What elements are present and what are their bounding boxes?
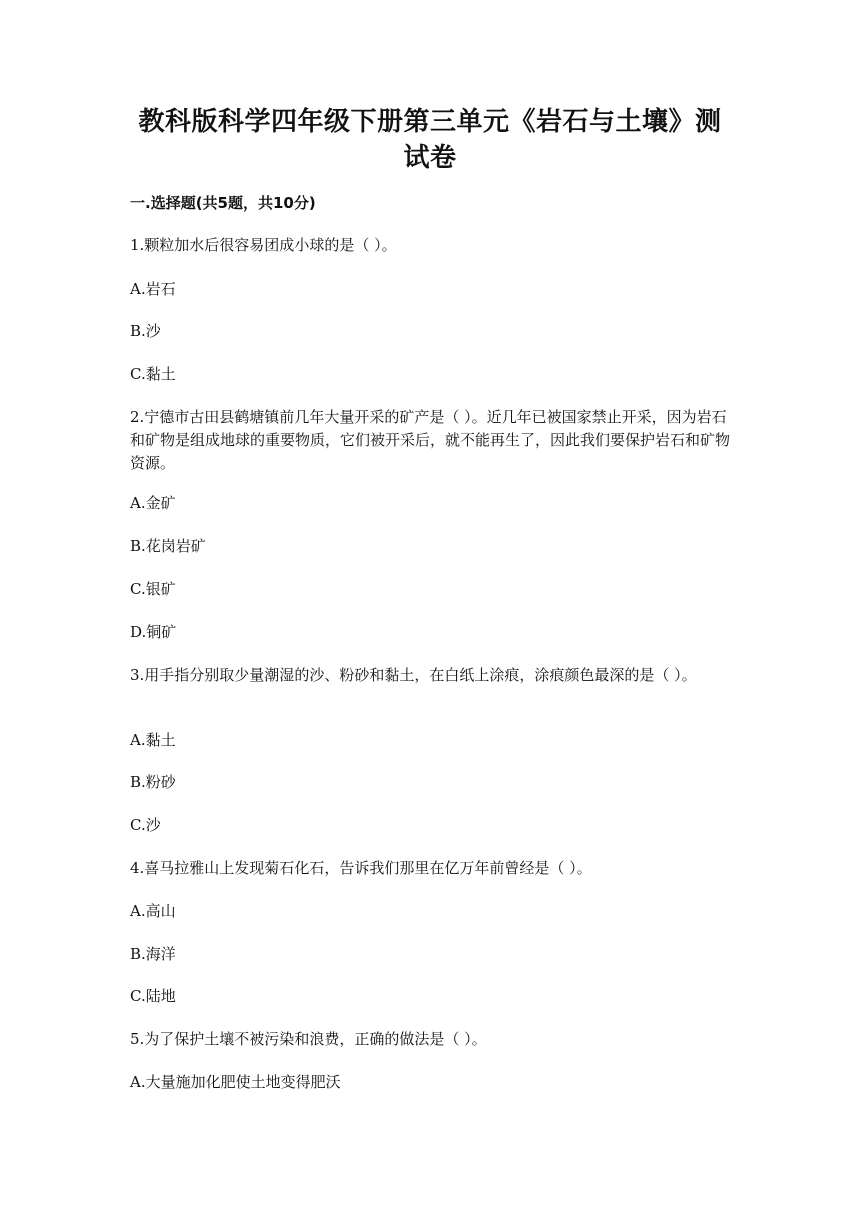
question-2-option-a: A.金矿	[130, 494, 176, 512]
question-5-option-a: A.大量施加化肥使土地变得肥沃	[130, 1073, 341, 1091]
question-2-option-c: C.银矿	[130, 580, 176, 598]
question-2-option-b: B.花岗岩矿	[130, 537, 206, 555]
question-4-stem: 4.喜马拉雅山上发现菊石化石，告诉我们那里在亿万年前曾经是（ ）。	[130, 859, 592, 877]
question-1-option-b: B.沙	[130, 322, 161, 340]
section-heading: 一.选择题(共5题，共10分)	[130, 194, 316, 212]
question-3-option-b: B.粉砂	[130, 773, 176, 791]
question-1-option-c: C.黏土	[130, 365, 176, 383]
question-3-option-a: A.黏土	[130, 731, 176, 749]
question-1-stem: 1.颗粒加水后很容易团成小球的是（ ）。	[130, 236, 397, 254]
question-3-option-c: C.沙	[130, 816, 161, 834]
question-3-stem: 3.用手指分别取少量潮湿的沙、粉砂和黏土，在白纸上涂痕，涂痕颜色最深的是（ ）。	[130, 666, 697, 684]
document-title: 教科版科学四年级下册第三单元《岩石与土壤》测试卷	[138, 107, 722, 173]
question-5-stem: 5.为了保护土壤不被污染和浪费，正确的做法是（ ）。	[130, 1030, 487, 1048]
question-4-option-c: C.陆地	[130, 987, 176, 1005]
question-4-option-b: B.海洋	[130, 945, 176, 963]
question-4-option-a: A.高山	[130, 902, 176, 920]
question-1-option-a: A.岩石	[130, 280, 176, 298]
question-2-option-d: D.铜矿	[130, 623, 177, 641]
question-2-stem: 2.宁德市古田县鹤塘镇前几年大量开采的矿产是（ ）。近几年已被国家禁止开采，因为岩石和矿物是组成地球的重要物质，它们被开采后，就不能再生了，因此我们要保护岩石和矿物资源。	[130, 408, 731, 472]
